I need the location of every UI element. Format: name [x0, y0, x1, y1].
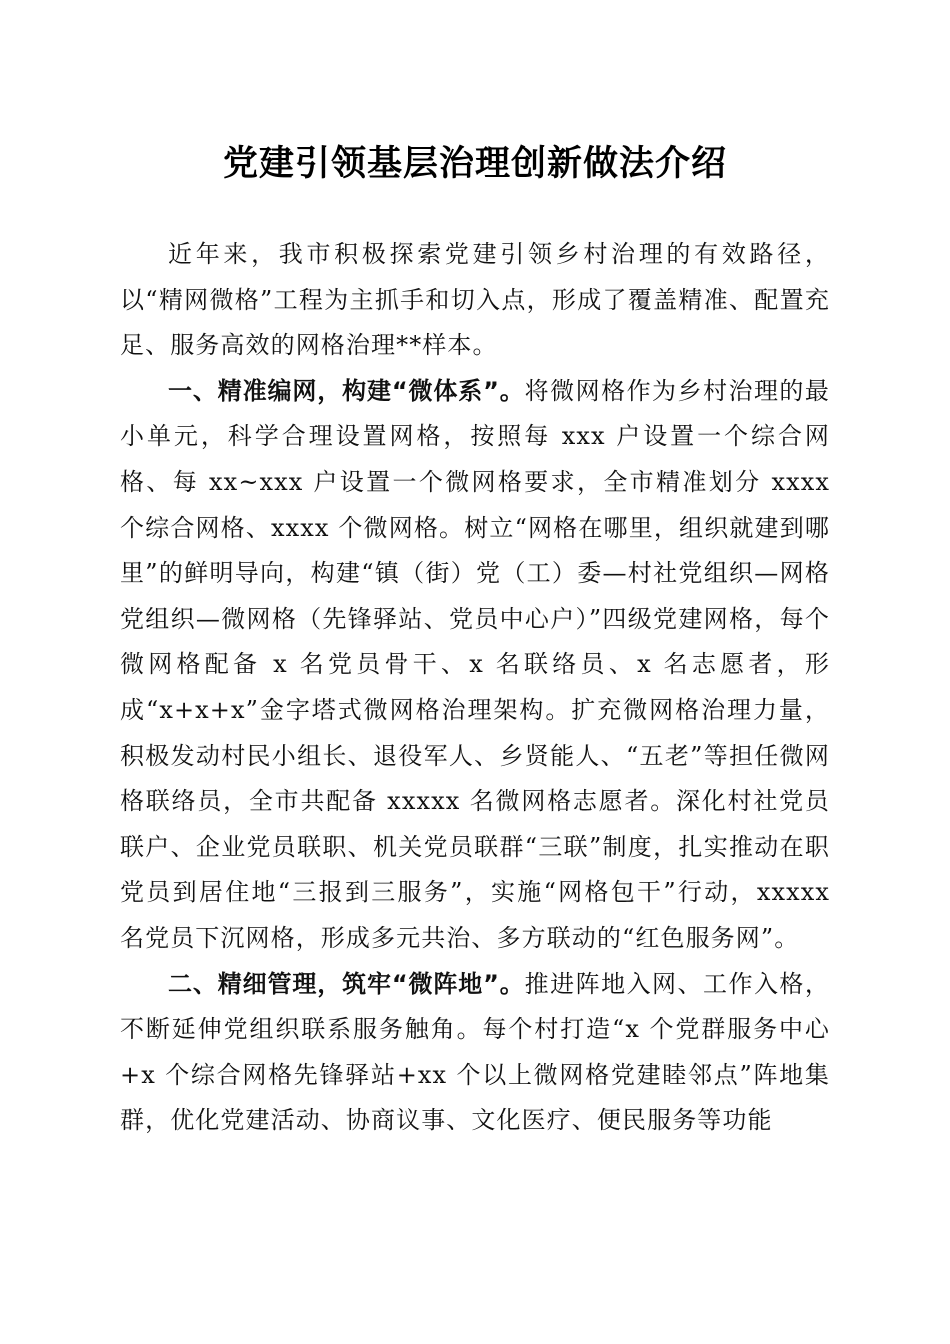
section-2-paragraph	[120, 962, 830, 1144]
section-1-text: 将微网格作为乡村治理的最小单元，科学合理设置网格，按照每 xxx 户设置一个综合网格、每 xx~xxx 户设置一个微网格要求，全市精准划分 xxxx 个综合网格、xxxx 个微网格。树立“网格在哪里，组织就建到哪里”的鲜明导向，构建“镇（街）党（工）委—村社党组织—网格党组织—微网格（先锋驿站、党员中心户）”四级党建网格，每个微网格配备 x 名党员骨干、x 名联络员、x 名志愿者，形成“x+x+x”金字塔式微网格治理架构。扩充微网格治理力量，积极发动村民小组长、退役军人、乡贤能人、“五老”等担任微网格联络员，全市共配备 xxxxx 名微网格志愿者。深化村社党员联户、企业党员联职、机关党员联群“三联”制度，扎实推动在职党员到居住地“三报到三服务”，实施“网格包干”行动，xxxxx 名党员下沉网格，形成多元共治、多方联动的“红色服务网”。	[120, 376, 830, 952]
document-title: 党建引领基层治理创新做法介绍	[222, 143, 727, 184]
section-1-heading: 一、精准编网，构建“微体系”。	[168, 376, 525, 405]
intro-paragraph: 近年来，我市积极探索党建引领乡村治理的有效路径，以“精网微格”工程为主抓手和切入点，形成了覆盖精准、配置充足、服务高效的网格治理**样本。	[120, 240, 830, 360]
section-2-heading: 二、精细管理，筑牢“微阵地”。	[168, 969, 525, 998]
section-2-text: 推进阵地入网、工作入格，不断延伸党组织联系服务触角。每个村打造“x 个党群服务中心+x 个综合网格先锋驿站+xx 个以上微网格党建睦邻点”阵地集群，优化党建活动、协商议事、文化医疗、便民服务等功能	[120, 969, 830, 1135]
document-body	[120, 232, 830, 1144]
section-1-paragraph	[120, 369, 830, 962]
